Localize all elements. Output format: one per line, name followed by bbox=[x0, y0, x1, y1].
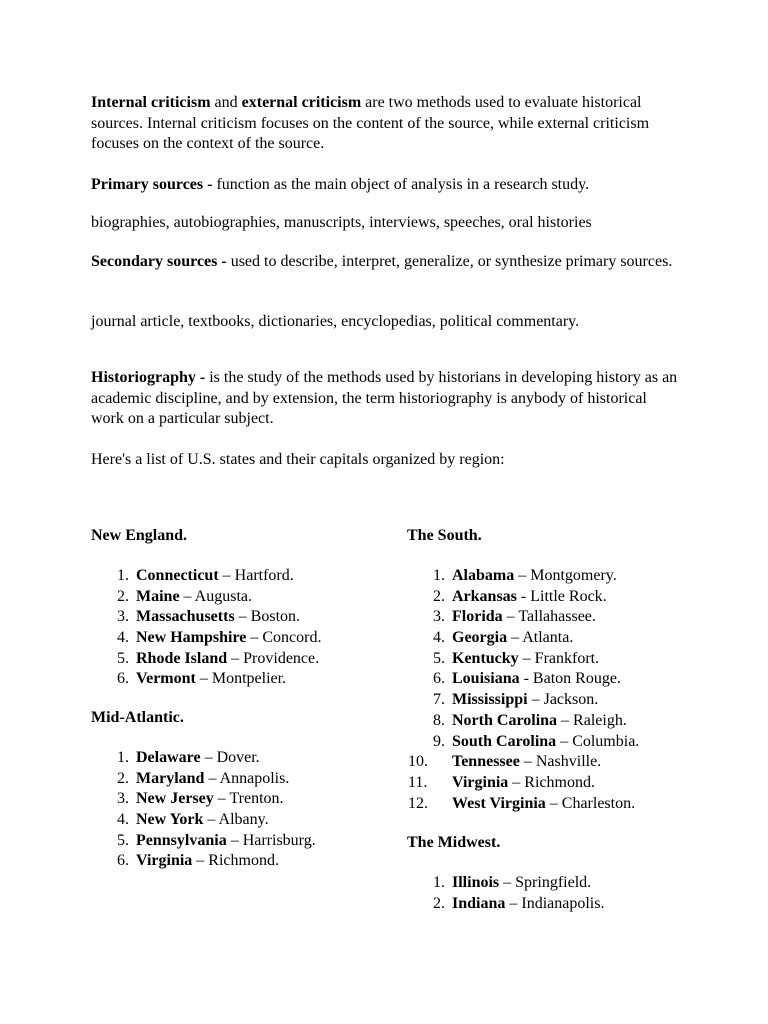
list-number: 7. bbox=[433, 691, 445, 709]
state-name: Alabama bbox=[452, 567, 515, 584]
state-name: Virginia bbox=[136, 852, 193, 870]
separator: – bbox=[514, 567, 531, 584]
state-name: Louisiana bbox=[452, 670, 520, 688]
list-number: 4. bbox=[433, 629, 445, 647]
list-item bbox=[117, 607, 321, 628]
separator: – bbox=[200, 749, 217, 766]
separator: – bbox=[507, 629, 523, 647]
list-item bbox=[433, 690, 639, 711]
state-name: Kentucky bbox=[452, 649, 519, 667]
state-name: South Carolina bbox=[452, 732, 557, 750]
capital-name: Providence. bbox=[243, 649, 320, 667]
state-name: Delaware bbox=[136, 749, 201, 766]
separator: – bbox=[213, 790, 230, 808]
list-number: 2. bbox=[117, 587, 129, 605]
state-name: Illinois bbox=[452, 874, 500, 891]
list-item bbox=[117, 669, 321, 690]
list-item bbox=[117, 649, 321, 670]
list-number: 5. bbox=[117, 831, 129, 849]
historiography-paragraph bbox=[91, 368, 681, 430]
separator: – bbox=[519, 753, 536, 771]
capital-name: Nashville. bbox=[535, 753, 602, 771]
state-name: Pennsylvania bbox=[136, 831, 227, 849]
list-number: 6. bbox=[117, 670, 129, 688]
list-number: 1. bbox=[433, 567, 445, 584]
primary-sources-definition: function as the main object of analysis in a research study. bbox=[212, 176, 590, 193]
list-number: 3. bbox=[117, 790, 129, 808]
list-item bbox=[408, 773, 639, 794]
list-item bbox=[433, 628, 639, 649]
region-heading-new-england: New England. bbox=[91, 527, 188, 544]
separator: – bbox=[234, 608, 251, 626]
state-name: Vermont bbox=[136, 670, 196, 688]
state-name: New York bbox=[136, 811, 204, 829]
list-item bbox=[433, 732, 640, 753]
list-number: 1. bbox=[117, 567, 129, 584]
state-name: North Carolina bbox=[452, 711, 558, 729]
secondary-sources-paragraph bbox=[91, 252, 681, 273]
capital-name: Richmond. bbox=[208, 852, 279, 870]
capital-name: Raleigh. bbox=[573, 711, 627, 729]
capital-name: Indianapolis. bbox=[521, 894, 605, 912]
primary-sources-examples: biographies, autobiographies, manuscripts, interviews, speeches, oral histories bbox=[91, 214, 592, 231]
list-number: 6. bbox=[433, 670, 445, 688]
capital-name: Concord. bbox=[262, 629, 322, 647]
list-item bbox=[117, 851, 316, 872]
list-item bbox=[408, 752, 639, 773]
capital-name: Augusta. bbox=[194, 587, 252, 605]
state-name: New Jersey bbox=[136, 790, 214, 808]
list-item bbox=[117, 769, 316, 790]
list-number: 8. bbox=[433, 711, 445, 729]
capital-name: Trenton. bbox=[229, 790, 284, 808]
separator: – bbox=[518, 649, 535, 667]
list-number: 3. bbox=[117, 608, 129, 626]
capital-name: Jackson. bbox=[543, 691, 599, 709]
capital-name: Atlanta. bbox=[522, 629, 574, 647]
list-item bbox=[408, 794, 639, 815]
list-number: 6. bbox=[117, 852, 129, 870]
capital-name: Hartford. bbox=[234, 567, 294, 584]
list-item bbox=[433, 566, 639, 587]
state-name: Massachusetts bbox=[136, 608, 235, 626]
state-name: Connecticut bbox=[136, 567, 219, 584]
intro-and: and bbox=[210, 94, 242, 111]
list-number: 5. bbox=[117, 649, 129, 667]
list-item bbox=[117, 831, 316, 852]
list-item bbox=[433, 649, 639, 670]
separator: – bbox=[195, 670, 212, 688]
capital-name: Tallahassee. bbox=[518, 608, 596, 626]
capital-name: Albany. bbox=[218, 811, 269, 829]
historiography-definition: is the study of the methods used by historians in developing history as an academic discipline, and by extension, the term historiography is anybody of historical work on a particular subject. bbox=[91, 369, 678, 428]
secondary-sources-definition: used to describe, interpret, generalize, or synthesize primary sources. bbox=[226, 253, 673, 270]
list-number: 5. bbox=[433, 649, 445, 667]
region-heading-midwest: The Midwest. bbox=[407, 834, 501, 851]
separator: – bbox=[204, 769, 220, 787]
capital-name: Boston. bbox=[250, 608, 301, 626]
external-criticism-term: external criticism bbox=[241, 94, 362, 111]
new-england-list bbox=[117, 566, 322, 690]
capital-name: Springfield. bbox=[515, 874, 592, 891]
state-name: Maryland bbox=[136, 769, 205, 787]
list-number: 4. bbox=[117, 811, 129, 829]
list-item bbox=[117, 628, 322, 649]
list-item bbox=[117, 789, 316, 810]
separator: – bbox=[508, 773, 525, 791]
list-item bbox=[433, 669, 639, 690]
list-number: 12. bbox=[408, 794, 428, 812]
separator: - bbox=[519, 670, 533, 688]
separator: – bbox=[246, 629, 263, 647]
list-item bbox=[117, 748, 316, 769]
list-number: 2. bbox=[117, 769, 129, 787]
state-name: Maine bbox=[136, 587, 180, 605]
capital-name: Frankfort. bbox=[534, 649, 600, 667]
separator: – bbox=[203, 811, 219, 829]
state-name: New Hampshire bbox=[136, 629, 247, 647]
list-item bbox=[433, 607, 639, 628]
capital-name: Harrisburg. bbox=[242, 831, 316, 849]
list-number: 4. bbox=[117, 629, 129, 647]
list-number: 1. bbox=[117, 749, 129, 766]
list-item bbox=[433, 587, 639, 608]
primary-sources-term: Primary sources - bbox=[91, 176, 213, 193]
mid-atlantic-list bbox=[117, 748, 316, 872]
capital-name: Annapolis. bbox=[219, 769, 290, 787]
separator: - bbox=[516, 587, 531, 605]
list-number: 10. bbox=[408, 753, 428, 771]
capital-name: Charleston. bbox=[561, 794, 636, 812]
list-item bbox=[117, 810, 316, 831]
state-name: Arkansas bbox=[452, 587, 517, 605]
separator: – bbox=[218, 567, 235, 584]
separator: – bbox=[502, 608, 519, 626]
state-name: Virginia bbox=[452, 773, 509, 791]
state-name: Indiana bbox=[452, 894, 506, 912]
capital-name: Baton Rouge. bbox=[532, 670, 621, 688]
separator: – bbox=[226, 831, 243, 849]
south-list bbox=[408, 566, 640, 814]
region-heading-south: The South. bbox=[407, 527, 482, 544]
list-item bbox=[433, 894, 605, 915]
midwest-list bbox=[433, 873, 605, 914]
list-number: 2. bbox=[433, 587, 445, 605]
list-number: 1. bbox=[433, 874, 445, 891]
intro-text: are two methods used to evaluate historical sources. Internal criticism focuses on the content of the source, while external criticism focuses on the context of the source. bbox=[91, 94, 650, 153]
list-number: 3. bbox=[433, 608, 445, 626]
state-name: West Virginia bbox=[452, 794, 546, 812]
separator: – bbox=[527, 691, 544, 709]
capital-name: Montgomery. bbox=[530, 567, 617, 584]
internal-criticism-term: Internal criticism bbox=[91, 94, 211, 111]
list-item bbox=[433, 711, 639, 732]
state-name: Florida bbox=[452, 608, 503, 626]
capital-name: Columbia. bbox=[572, 732, 640, 750]
separator: – bbox=[179, 587, 195, 605]
list-item bbox=[117, 587, 321, 608]
separator: – bbox=[545, 794, 562, 812]
list-item bbox=[117, 566, 321, 587]
separator: – bbox=[227, 649, 244, 667]
secondary-sources-examples: journal article, textbooks, dictionaries, encyclopedias, political commentary. bbox=[91, 313, 580, 330]
list-item bbox=[433, 873, 604, 894]
secondary-sources-term: Secondary sources - bbox=[91, 253, 227, 270]
capital-name: Montpelier. bbox=[211, 670, 287, 688]
state-name: Rhode Island bbox=[136, 649, 228, 667]
intro-paragraph bbox=[91, 93, 681, 155]
separator: – bbox=[556, 732, 573, 750]
list-number: 11. bbox=[408, 773, 428, 791]
historiography-term: Historiography - bbox=[91, 369, 206, 386]
primary-sources-paragraph bbox=[91, 175, 681, 196]
separator: – bbox=[505, 894, 522, 912]
list-intro: Here's a list of U.S. states and their capitals organized by region: bbox=[91, 451, 505, 468]
region-heading-mid-atlantic: Mid-Atlantic. bbox=[91, 709, 184, 726]
separator: – bbox=[499, 874, 516, 891]
list-number: 9. bbox=[433, 732, 445, 750]
state-name: Georgia bbox=[452, 629, 508, 647]
state-name: Mississippi bbox=[452, 691, 528, 709]
capital-name: Dover. bbox=[216, 749, 260, 766]
capital-name: Little Rock. bbox=[530, 587, 607, 605]
separator: – bbox=[557, 711, 574, 729]
capital-name: Richmond. bbox=[524, 773, 595, 791]
list-number: 2. bbox=[433, 894, 445, 912]
state-name: Tennessee bbox=[452, 753, 520, 771]
separator: – bbox=[192, 852, 209, 870]
